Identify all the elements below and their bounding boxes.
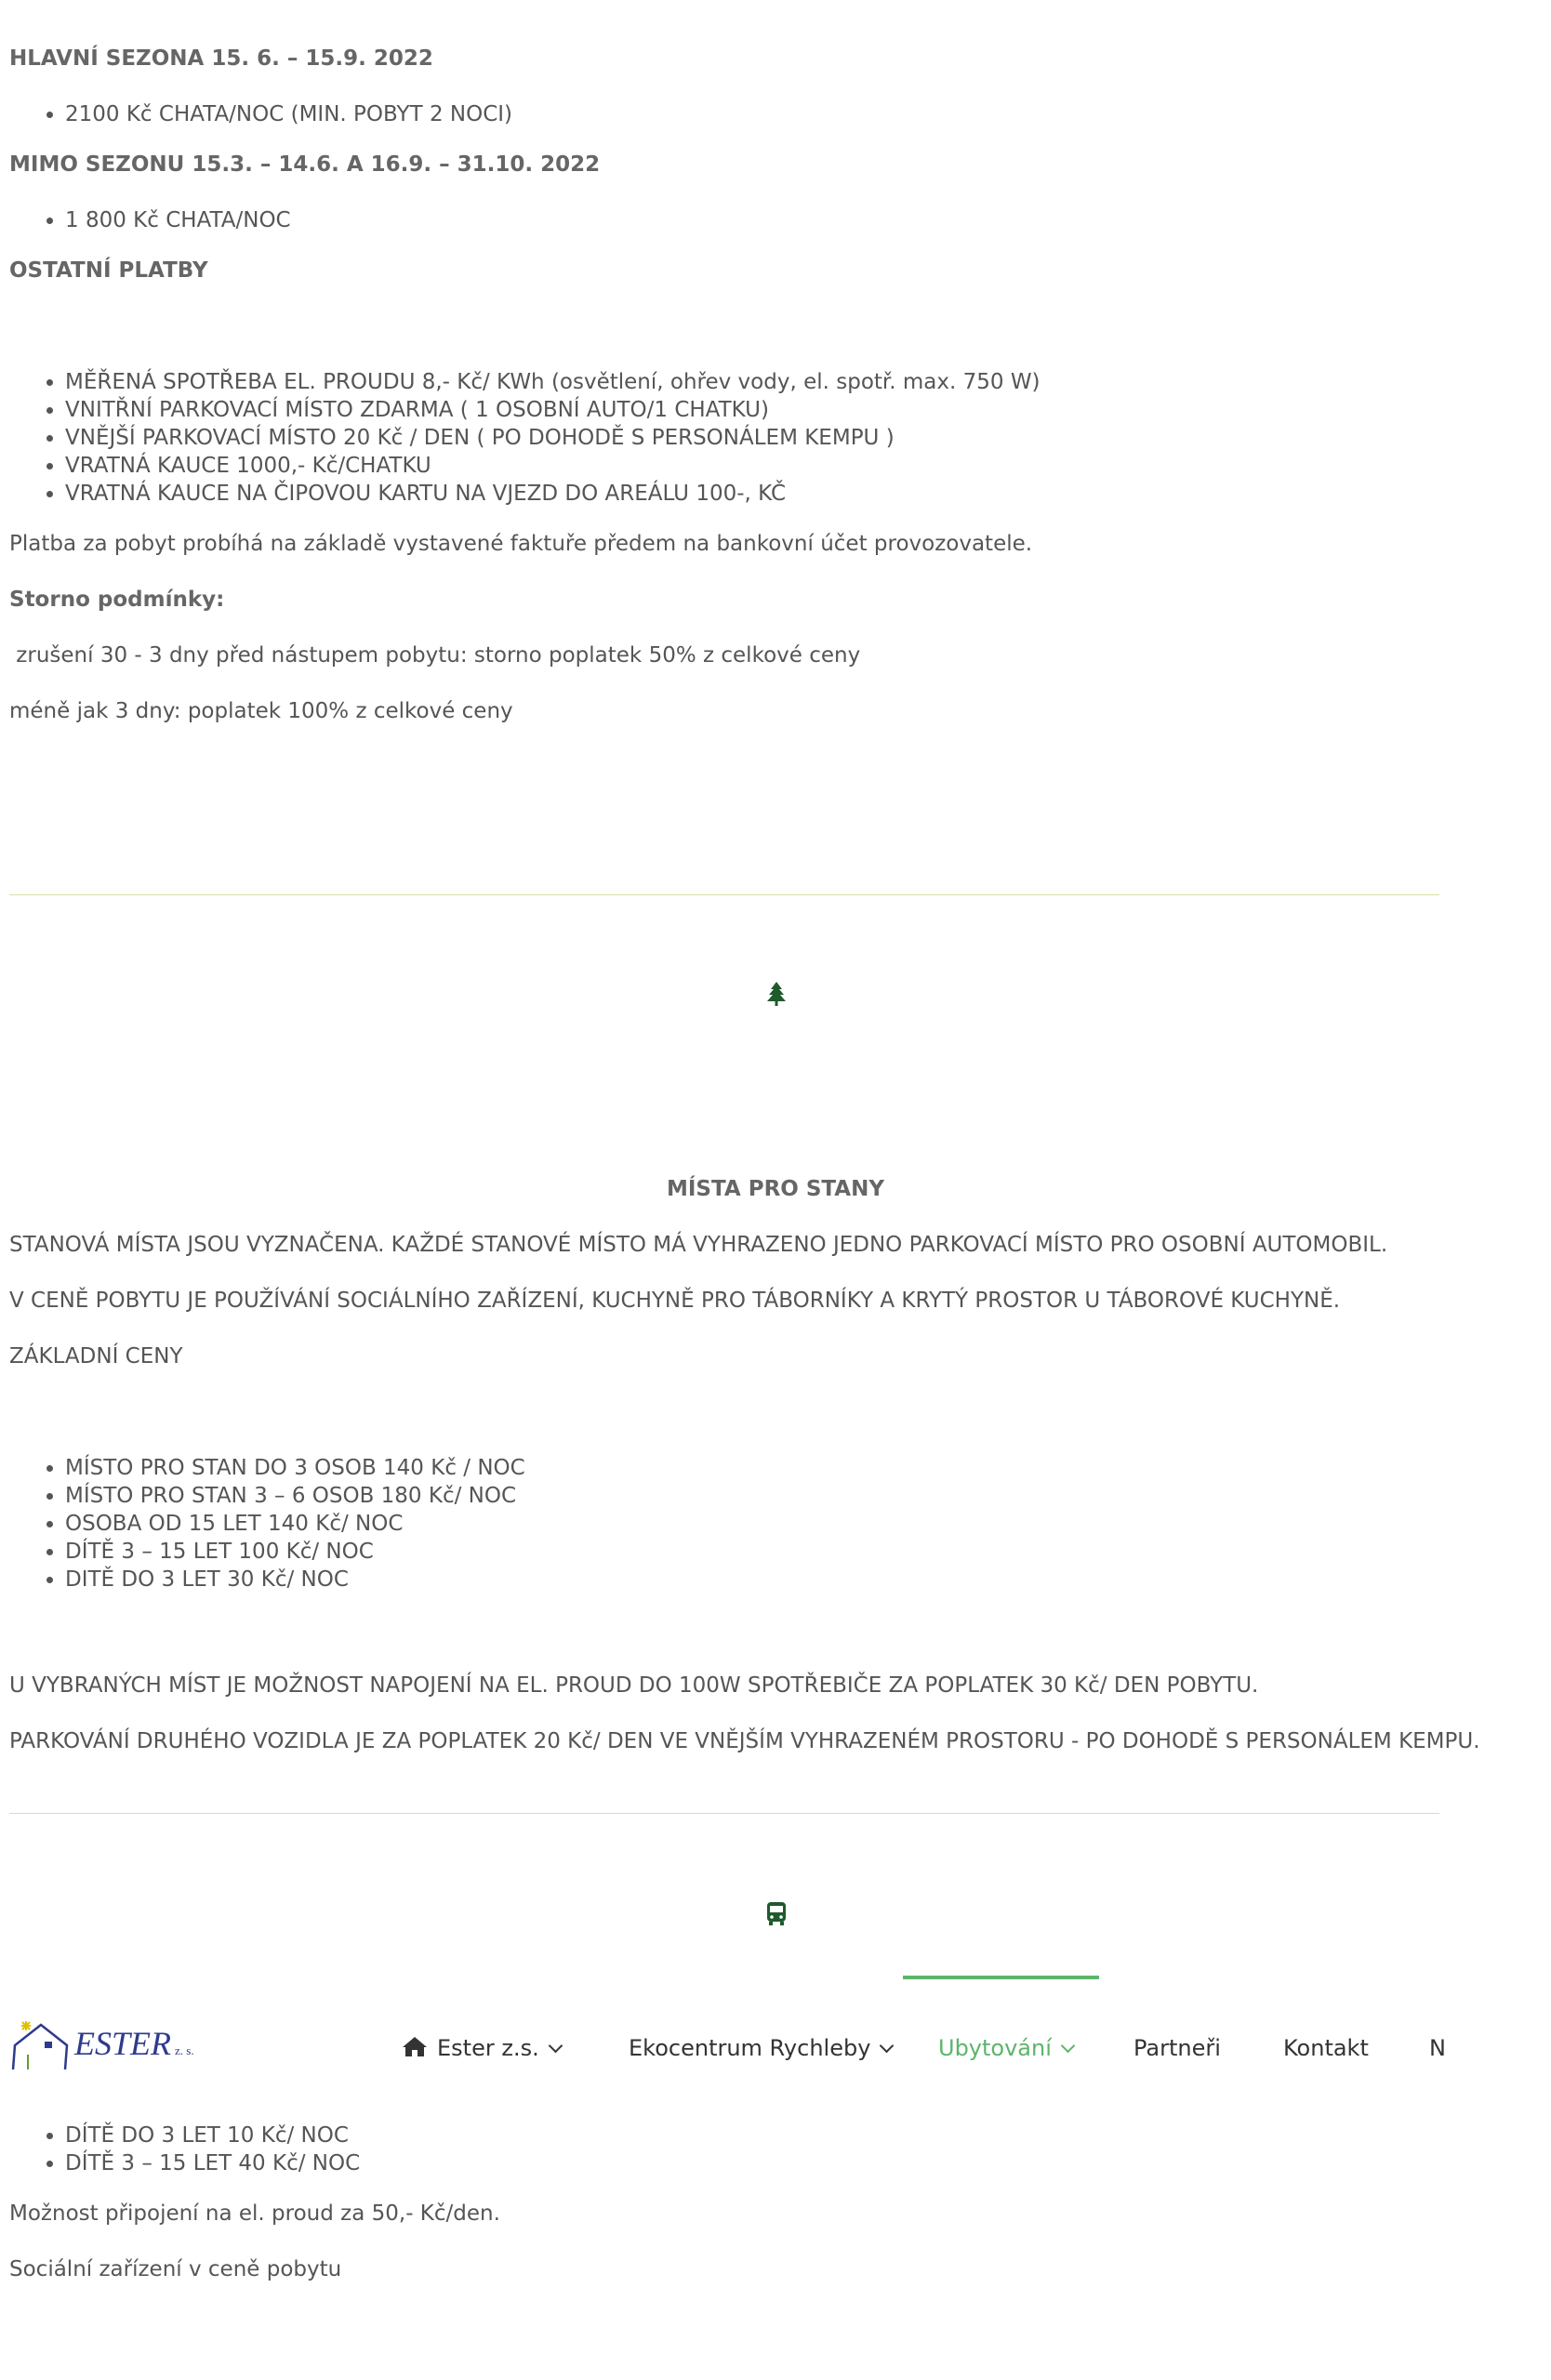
home-icon [402,2035,428,2057]
bottom-paragraph-sanitary: Sociální zařízení v ceně pobytu [9,2257,342,2281]
tents-paragraph-1: STANOVÁ MÍSTA JSOU VYZNAČENA. KAŽDÉ STANOVÉ MÍSTO MÁ VYHRAZENO JEDNO PARKOVACÍ MÍSTO PRO OSOBNÍ AUTOMOBIL. [9,1233,1388,1257]
main-season-heading: HLAVNÍ SEZONA 15. 6. – 15.9. 2022 [9,46,433,71]
nav-item-ekocentrum[interactable] [629,1997,892,2099]
house-logo-icon [9,2017,67,2073]
nav-label: Partneři [1133,2035,1221,2061]
nav-item-partneri[interactable] [1133,1997,1221,2099]
payment-note: Platba za pobyt probíhá na základě vystavené faktuře předem na bankovní účet provozovatele. [9,532,1033,556]
nav-label: Kontakt [1283,2035,1369,2061]
list-item: • DÍTĚ DO 3 LET 10 Kč/ NOC [65,2122,360,2149]
logo-suffix: z. s. [175,2043,194,2057]
chevron-down-icon [548,2039,563,2054]
list-item: • VRATNÁ KAUCE NA ČIPOVOU KARTU NA VJEZD DO AREÁLU 100-, KČ [65,480,1041,508]
list-item: • DITĚ DO 3 LET 30 Kč/ NOC [65,1566,525,1593]
list-item: • OSOBA OD 15 LET 140 Kč/ NOC [65,1510,525,1538]
main-navigation [0,1997,1446,2099]
section-divider [9,1813,1439,1814]
off-season-list [0,206,291,234]
list-item: • VRATNÁ KAUCE 1000,- Kč/CHATKU [65,452,1041,480]
off-season-heading: MIMO SEZONU 15.3. – 14.6. A 16.9. – 31.10. 2022 [9,152,601,177]
bus-icon [762,1899,790,1927]
storno-rule-2: méně jak 3 dny: poplatek 100% z celkové ceny [9,699,513,723]
nav-active-indicator [903,1976,1099,1979]
nav-item-ubytovani[interactable] [938,1997,1073,2099]
logo-text: ESTER [74,2025,171,2062]
nav-label: Ubytování [938,2035,1052,2061]
list-item: • DÍTĚ 3 – 15 LET 100 Kč/ NOC [65,1538,525,1566]
chevron-down-icon [880,2039,895,2054]
tents-price-list [0,1454,525,1593]
ester-logo[interactable] [9,2017,200,2073]
tents-paragraph-parking: PARKOVÁNÍ DRUHÉHO VOZIDLA JE ZA POPLATEK 20 Kč/ DEN VE VNĚJŠÍM VYHRAZENÉM PROSTORU - PO DOHODĚ S PERSONÁLEM KEMPU. [9,1729,1480,1753]
tree-icon [762,980,790,1008]
nav-label: Ester z.s. [437,2035,539,2061]
tents-paragraph-2: V CENĚ POBYTU JE POUŽÍVÁNÍ SOCIÁLNÍHO ZAŘÍZENÍ, KUCHYNĚ PRO TÁBORNÍKY A KRYTÝ PROSTOR U TÁBOROVÉ KUCHYNĚ. [9,1289,1341,1313]
nav-label: Ekocentrum Rychleby [629,2035,871,2061]
main-season-list [0,100,512,128]
bottom-price-list [0,2122,360,2177]
nav-item-more[interactable] [1429,1997,1446,2099]
tents-paragraph-power: U VYBRANÝCH MÍST JE MOŽNOST NAPOJENÍ NA EL. PROUD DO 100W SPOTŘEBIČE ZA POPLATEK 30 Kč/ DEN POBYTU. [9,1673,1259,1698]
list-item: • VNĚJŠÍ PARKOVACÍ MÍSTO 20 Kč / DEN ( PO DOHODĚ S PERSONÁLEM KEMPU ) [65,424,1041,452]
list-item: • VNITŘNÍ PARKOVACÍ MÍSTO ZDARMA ( 1 OSOBNÍ AUTO/1 CHATKU) [65,396,1041,424]
storno-heading: Storno podmínky: [9,588,225,612]
list-item: • DÍTĚ 3 – 15 LET 40 Kč/ NOC [65,2149,360,2177]
other-payments-heading: OSTATNÍ PLATBY [9,258,208,283]
list-item: • 1 800 Kč CHATA/NOC [65,206,291,234]
nav-item-kontakt[interactable] [1283,1997,1369,2099]
bottom-paragraph-power: Možnost připojení na el. proud za 50,- Kč/den. [9,2202,500,2226]
list-item: • MĚŘENÁ SPOTŘEBA EL. PROUDU 8,- Kč/ KWh (osvětlení, ohřev vody, el. spotř. max. 750 W) [65,368,1041,396]
nav-label: N [1429,2035,1446,2061]
list-item: • MÍSTO PRO STAN 3 – 6 OSOB 180 Kč/ NOC [65,1482,525,1510]
list-item: • 2100 Kč CHATA/NOC (MIN. POBYT 2 NOCI) [65,100,512,128]
storno-rule-1: zrušení 30 - 3 dny před nástupem pobytu: storno poplatek 50% z celkové ceny [9,643,861,668]
list-item: • MÍSTO PRO STAN DO 3 OSOB 140 Kč / NOC [65,1454,525,1482]
tents-heading: MÍSTA PRO STANY [666,1177,885,1201]
chevron-down-icon [1061,2039,1076,2054]
tents-basic-prices: ZÁKLADNÍ CENY [9,1344,183,1368]
other-payments-list [0,368,1041,508]
nav-item-ester[interactable] [402,1997,561,2099]
section-divider [9,894,1439,895]
